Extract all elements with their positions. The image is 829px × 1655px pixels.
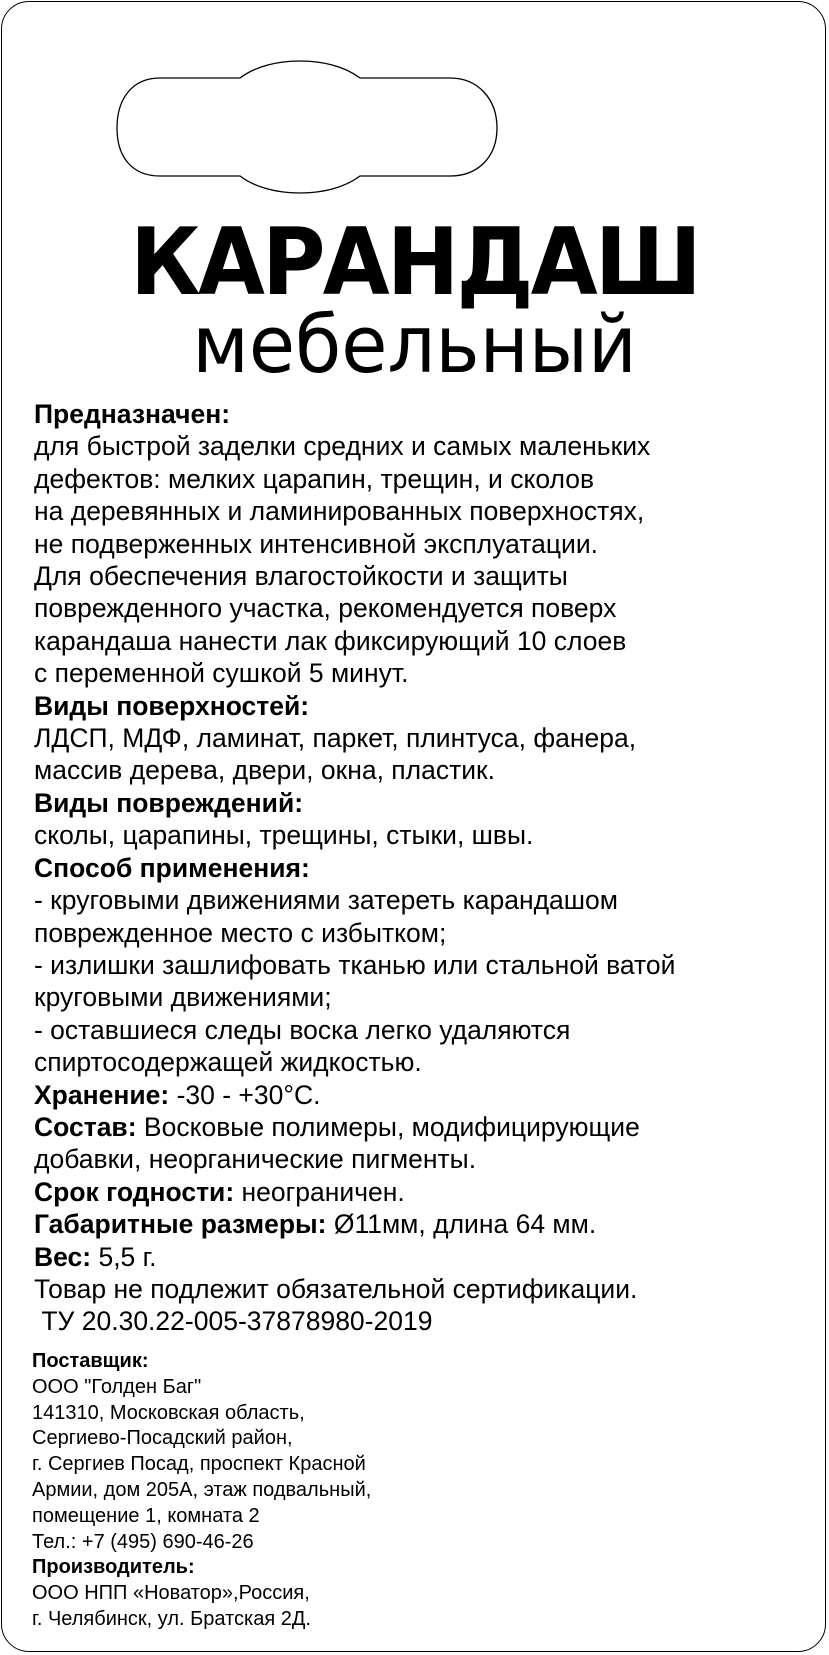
usage-line: круговыми движениями; xyxy=(34,982,332,1013)
manufacturer-line: г. Челябинск, ул. Братская 2Д. xyxy=(32,1607,311,1630)
purpose-line: поврежденного участка, рекомендуется поверх xyxy=(34,593,617,624)
usage-heading: Способ применения: xyxy=(34,852,310,883)
usage-line: - оставшиеся следы воска легко удаляются xyxy=(34,1014,571,1045)
surfaces-heading: Виды поверхностей: xyxy=(34,690,310,721)
product-subtitle: мебельный xyxy=(192,299,637,391)
purpose-heading: Предназначен: xyxy=(34,399,231,429)
composition-value: Восковые полимеры, модифицирующие xyxy=(136,1111,640,1142)
purpose-line: не подверженных интенсивной эксплуатации. xyxy=(34,528,598,559)
storage-label: Хранение: xyxy=(34,1079,170,1110)
shelf-life-value: неограничен. xyxy=(234,1176,405,1207)
purpose-line: карандаша нанести лак фиксирующий 10 слоев xyxy=(34,625,627,656)
damages-heading: Виды повреждений: xyxy=(34,787,304,818)
purpose-line: на деревянных и ламинированных поверхностях, xyxy=(34,496,645,527)
surfaces-line: ЛДСП, МДФ, ламинат, паркет, плинтуса, фанера, xyxy=(34,723,637,754)
usage-line: поврежденное место с избытком; xyxy=(34,917,447,948)
supplier-block xyxy=(32,1349,532,1633)
dimensions-value: Ø11мм, длина 64 мм. xyxy=(326,1209,597,1240)
manufacturer-heading: Производитель: xyxy=(32,1556,195,1579)
supplier-line: г. Сергиев Посад, проспект Красной xyxy=(32,1453,366,1476)
product-title: КАРАНДАШ xyxy=(130,208,699,316)
dimensions-label: Габаритные размеры: xyxy=(34,1209,327,1240)
surfaces-line: массив дерева, двери, окна, пластик. xyxy=(34,755,495,786)
purpose-line: с переменной сушкой 5 минут. xyxy=(34,658,409,689)
dimensions-row xyxy=(34,1208,814,1240)
supplier-line: ООО "Голден Баг" xyxy=(32,1375,202,1398)
weight-label: Вес: xyxy=(34,1241,92,1272)
product-info xyxy=(34,398,814,1338)
usage-line: - излишки зашлифовать тканью или стальной ватой xyxy=(34,949,676,980)
supplier-line: Армии, дом 205А, этаж подвальный, xyxy=(32,1478,372,1501)
storage-value: -30 - +30°С. xyxy=(169,1079,321,1110)
supplier-line: помещение 1, комната 2 xyxy=(32,1504,260,1527)
supplier-line: 141310, Московская область, xyxy=(32,1401,305,1424)
storage-row xyxy=(34,1079,814,1111)
usage-line: спиртосодержащей жидкостью. xyxy=(34,1047,422,1078)
composition-line: добавки, неорганические пигменты. xyxy=(34,1144,477,1175)
weight-row xyxy=(34,1241,814,1273)
shelf-life-row xyxy=(34,1176,814,1208)
technical-standard: ТУ 20.30.22-005-37878980-2019 xyxy=(34,1306,433,1337)
usage-line: - круговыми движениями затереть карандашом xyxy=(34,885,619,916)
supplier-phone: Тел.: +7 (495) 690-46-26 xyxy=(32,1530,254,1553)
weight-value: 5,5 г. xyxy=(91,1241,157,1272)
hang-hole xyxy=(0,0,829,200)
certification-note: Товар не подлежит обязательной сертификации. xyxy=(34,1273,638,1304)
purpose-line: Для обеспечения влагостойкости и защиты xyxy=(34,561,568,592)
supplier-line: Сергиево-Посадский район, xyxy=(32,1427,293,1450)
damages-line: сколы, царапины, трещины, стыки, швы. xyxy=(34,820,534,851)
supplier-heading: Поставщик: xyxy=(32,1350,149,1372)
purpose-line: дефектов: мелких царапин, трещин, и сколов xyxy=(34,463,595,494)
purpose-line: для быстрой заделки средних и самых маленьких xyxy=(34,431,651,462)
manufacturer-line: ООО НПП «Новатор»,Россия, xyxy=(32,1582,310,1605)
composition-row xyxy=(34,1111,814,1143)
shelf-life-label: Срок годности: xyxy=(34,1176,235,1207)
composition-label: Состав: xyxy=(34,1111,137,1142)
